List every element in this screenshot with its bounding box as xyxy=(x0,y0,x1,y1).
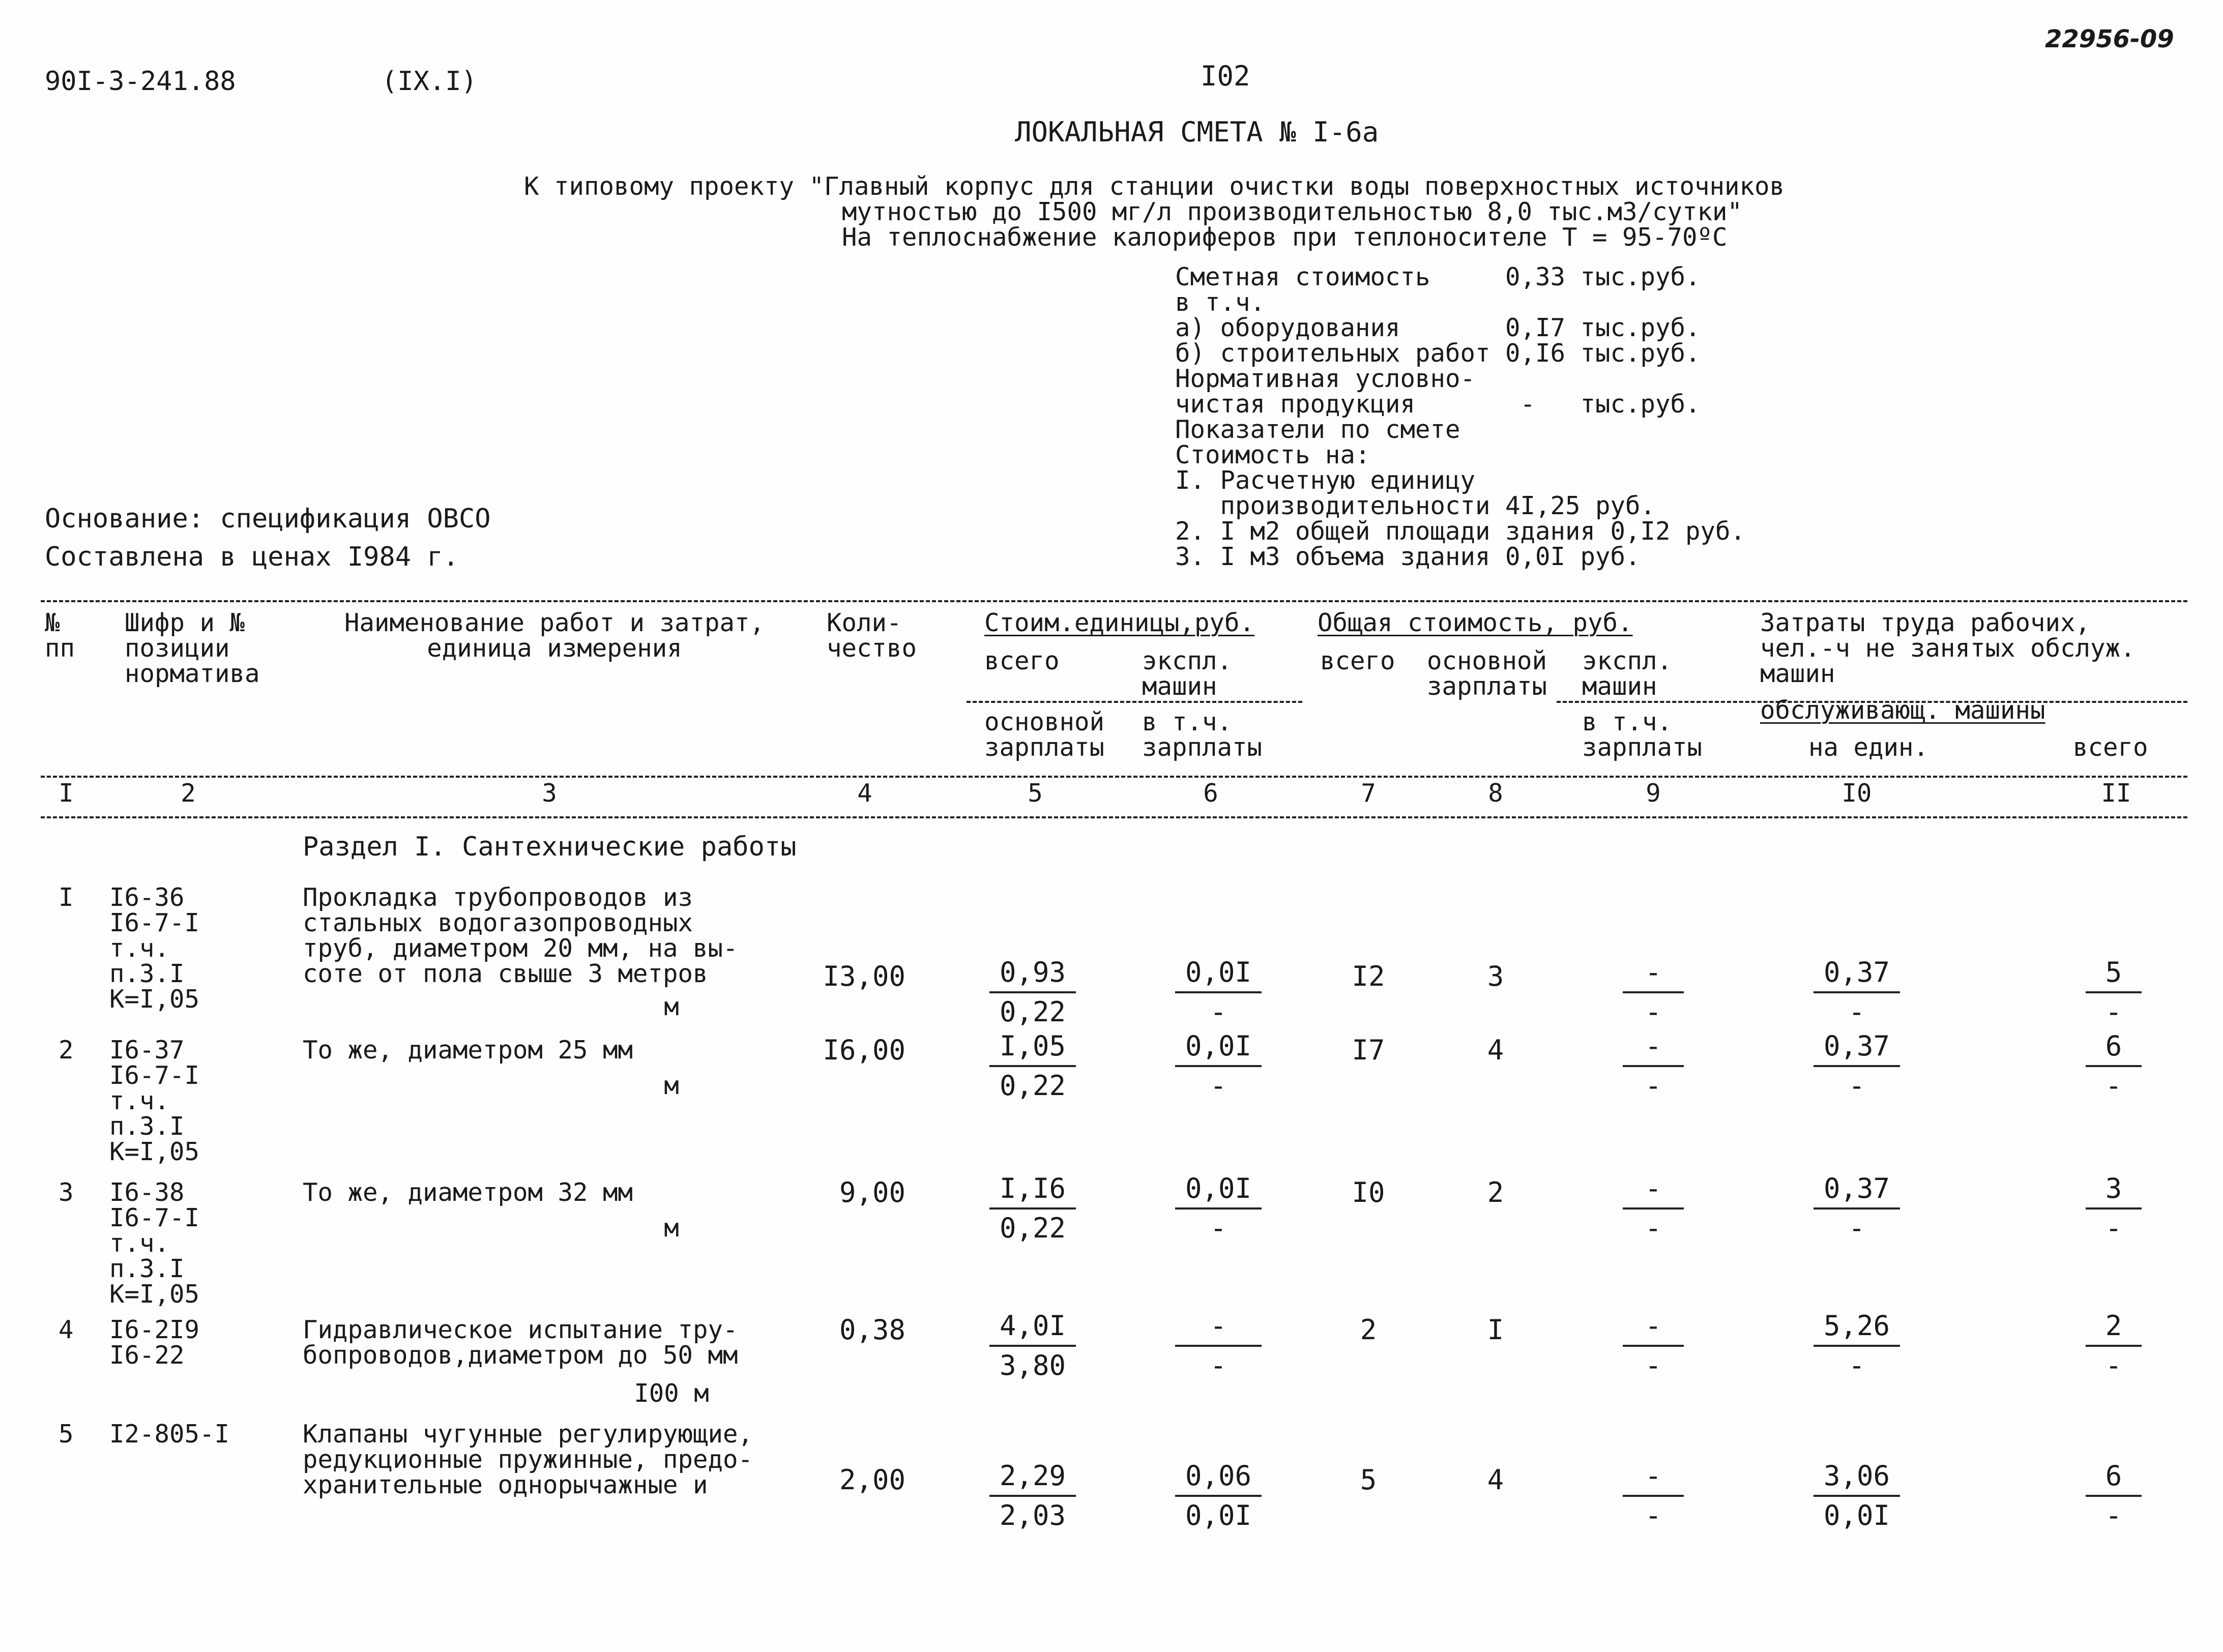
column-number: 4 xyxy=(857,779,872,808)
norm-code: I6-38 I6-7-I т.ч. п.3.I К=I,05 xyxy=(109,1178,200,1309)
price-base-note: Составлена в ценах I984 г. xyxy=(45,542,459,572)
column-number: II xyxy=(2101,779,2131,808)
fraction-cell-c9 xyxy=(1623,1027,1684,1105)
col-header-no: № пп xyxy=(45,608,75,663)
work-name: Гидравлическое испытание тру- бопроводов,диаметром до 50 мм xyxy=(303,1315,738,1370)
fraction-denominator: - xyxy=(1210,1349,1227,1381)
quantity: I3,00 xyxy=(823,960,905,992)
fraction-denominator: - xyxy=(2105,996,2122,1028)
col-header-total-machine-wages: в т.ч. зарплаты xyxy=(1582,707,1703,762)
table-top-rule xyxy=(41,600,2187,602)
fraction-cell-c10 xyxy=(1813,1457,1900,1535)
summary-line: а) оборудования 0,I7 тыс.руб. xyxy=(1175,313,1701,342)
col-header-unit-wages: основной зарплаты xyxy=(984,707,1105,762)
fraction-denominator: - xyxy=(1210,1212,1227,1244)
fraction-numerator: - xyxy=(1175,1307,1262,1347)
fraction-numerator: 5,26 xyxy=(1813,1307,1900,1347)
col-header-labor-service: обслуживающ. машины xyxy=(1760,696,2045,725)
column-number: 7 xyxy=(1361,779,1376,808)
work-name: Клапаны чугунные регулирующие, редукционные пружинные, предо- хранительные однорычажные и xyxy=(303,1420,753,1499)
total-wages: 3 xyxy=(1487,960,1504,992)
fraction-numerator: 0,0I xyxy=(1175,954,1262,993)
column-number-rule xyxy=(41,816,2187,818)
norm-code: I6-36 I6-7-I т.ч. п.3.I К=I,05 xyxy=(109,883,200,1014)
fraction-cell-c5 xyxy=(989,954,1076,1031)
fraction-numerator: 0,37 xyxy=(1813,1027,1900,1067)
column-number: 2 xyxy=(181,779,196,808)
fraction-numerator: 2 xyxy=(2086,1307,2142,1347)
fraction-denominator: - xyxy=(2105,1349,2122,1381)
summary-line: б) строительных работ 0,I6 тыс.руб. xyxy=(1175,339,1701,368)
work-name: То же, диаметром 32 мм xyxy=(303,1178,633,1207)
fraction-denominator: - xyxy=(1848,1349,1865,1381)
fraction-numerator: I,I6 xyxy=(989,1170,1076,1210)
summary-line: Сметная стоимость 0,33 тыс.руб. xyxy=(1175,262,1701,291)
fraction-denominator: - xyxy=(1645,996,1662,1028)
fraction-numerator: - xyxy=(1623,954,1684,993)
fraction-denominator: - xyxy=(1210,996,1227,1028)
col-header-name: Наименование работ и затрат, единица измерения xyxy=(344,608,765,663)
unit-of-measure: м xyxy=(664,992,679,1021)
fraction-numerator: 4,0I xyxy=(989,1307,1076,1347)
fraction-numerator: 0,0I xyxy=(1175,1170,1262,1210)
norm-code: I6-2I9 I6-22 xyxy=(109,1315,200,1370)
fraction-numerator: - xyxy=(1623,1307,1684,1347)
summary-line: 3. I м3 объема здания 0,0I руб. xyxy=(1175,542,1641,571)
summary-line: 2. I м2 общей площади здания 0,I2 руб. xyxy=(1175,517,1746,546)
fraction-cell-c11 xyxy=(2086,1170,2142,1247)
unit-of-measure: I00 м xyxy=(634,1379,709,1408)
col-header-labor-total: всего xyxy=(2073,733,2148,762)
fraction-denominator: - xyxy=(1848,996,1865,1028)
fraction-numerator: 3 xyxy=(2086,1170,2142,1210)
quantity: 2,00 xyxy=(839,1464,905,1496)
fraction-cell-c11 xyxy=(2086,954,2142,1031)
column-number: 3 xyxy=(542,779,557,808)
fraction-denominator: - xyxy=(1645,1070,1662,1102)
total-wages: I xyxy=(1487,1314,1504,1346)
row-number: 4 xyxy=(58,1315,74,1344)
col-header-unit-total: всего xyxy=(984,646,1060,675)
column-number: I xyxy=(58,779,74,808)
unit-of-measure: м xyxy=(664,1071,679,1100)
fraction-numerator: 3,06 xyxy=(1813,1457,1900,1497)
fraction-numerator: - xyxy=(1623,1027,1684,1067)
fraction-cell-c6 xyxy=(1175,1457,1262,1535)
total-cost: I7 xyxy=(1352,1034,1385,1066)
col-header-code: Шифр и № позиции норматива xyxy=(125,608,260,688)
fraction-numerator: 6 xyxy=(2086,1027,2142,1067)
fraction-denominator: - xyxy=(2105,1212,2122,1244)
col-header-total-wages: основной зарплаты xyxy=(1427,646,1547,701)
unit-of-measure: м xyxy=(664,1214,679,1243)
fraction-cell-c10 xyxy=(1813,1170,1900,1247)
fraction-denominator: - xyxy=(2105,1070,2122,1102)
fraction-denominator: 0,22 xyxy=(999,1212,1066,1244)
fraction-denominator: - xyxy=(1645,1499,1662,1531)
fraction-numerator: - xyxy=(1623,1457,1684,1497)
fraction-denominator: 0,0I xyxy=(1823,1499,1890,1531)
row-number: 2 xyxy=(58,1036,74,1065)
basis-note: Основание: спецификация ОВСО xyxy=(45,504,491,534)
fraction-cell-c10 xyxy=(1813,1307,1900,1384)
header-bottom-rule xyxy=(41,776,2187,778)
quantity: I6,00 xyxy=(823,1034,905,1066)
col-header-qty: Коли- чество xyxy=(827,608,917,663)
page-number: I02 xyxy=(1201,60,1250,92)
fraction-cell-c10 xyxy=(1813,954,1900,1031)
fraction-denominator: 0,22 xyxy=(999,1070,1066,1102)
section-reference: (IX.I) xyxy=(382,66,477,97)
col-header-total-all: всего xyxy=(1320,646,1395,675)
fraction-numerator: 2,29 xyxy=(989,1457,1076,1497)
total-cost: 2 xyxy=(1360,1314,1377,1346)
fraction-denominator: - xyxy=(1645,1212,1662,1244)
row-number: 3 xyxy=(58,1178,74,1207)
fraction-cell-c11 xyxy=(2086,1457,2142,1535)
summary-line: производительности 4I,25 руб. xyxy=(1175,491,1656,520)
fraction-cell-c5 xyxy=(989,1170,1076,1247)
fraction-cell-c5 xyxy=(989,1457,1076,1535)
column-number: I0 xyxy=(1841,779,1872,808)
row-number: 5 xyxy=(58,1420,74,1449)
col-header-total-machines: экспл. машин xyxy=(1582,646,1673,701)
document-code-stamp: 22956-09 xyxy=(2045,25,2174,53)
fraction-cell-c5 xyxy=(989,1307,1076,1384)
quantity: 9,00 xyxy=(839,1176,905,1208)
column-number: 6 xyxy=(1203,779,1218,808)
fraction-denominator: 0,0I xyxy=(1185,1499,1252,1531)
fraction-cell-c6 xyxy=(1175,1307,1262,1384)
fraction-cell-c5 xyxy=(989,1027,1076,1105)
fraction-cell-c9 xyxy=(1623,1457,1684,1535)
section-title: Раздел I. Сантехнические работы xyxy=(303,832,797,862)
summary-line: Стоимость на: xyxy=(1175,440,1370,469)
fraction-numerator: 0,37 xyxy=(1813,1170,1900,1210)
fraction-denominator: - xyxy=(1645,1349,1662,1381)
fraction-numerator: 0,06 xyxy=(1175,1457,1262,1497)
total-cost: I2 xyxy=(1352,960,1385,992)
fraction-cell-c9 xyxy=(1623,954,1684,1031)
col-header-total-cost: Общая стоимость, руб. xyxy=(1318,608,1633,637)
col-header-unit-machines: экспл. машин xyxy=(1142,646,1233,701)
fraction-denominator: 2,03 xyxy=(999,1499,1066,1531)
norm-code: I2-805-I xyxy=(109,1420,230,1449)
subtitle-line-2: мутностью до I500 мг/л производительностью 8,0 тыс.м3/сутки" xyxy=(842,197,1743,226)
fraction-numerator: - xyxy=(1623,1170,1684,1210)
col-header-unit-machine-wages: в т.ч. зарплаты xyxy=(1142,707,1263,762)
total-wages: 4 xyxy=(1487,1464,1504,1496)
page-title: ЛОКАЛЬНАЯ СМЕТА № I-6а xyxy=(1015,116,1379,148)
quantity: 0,38 xyxy=(839,1314,905,1346)
subtitle-line-1: К типовому проекту "Главный корпус для станции очистки воды поверхностных источников xyxy=(524,172,1785,201)
fraction-numerator: 0,93 xyxy=(989,954,1076,993)
project-code: 90I-3-241.88 xyxy=(45,66,236,97)
subtitle-line-3: На теплоснабжение калориферов при теплоносителе T = 95-70ºС xyxy=(842,223,1728,252)
fraction-denominator: - xyxy=(2105,1499,2122,1531)
fraction-cell-c11 xyxy=(2086,1027,2142,1105)
total-cost: 5 xyxy=(1360,1464,1377,1496)
fraction-denominator: - xyxy=(1848,1070,1865,1102)
fraction-denominator: 0,22 xyxy=(999,996,1066,1028)
fraction-cell-c6 xyxy=(1175,1170,1262,1247)
fraction-denominator: 3,80 xyxy=(999,1349,1066,1381)
summary-line: в т.ч. xyxy=(1175,288,1266,317)
work-name: Прокладка трубопроводов из стальных водогазопроводных труб, диаметром 20 мм, на вы- соте от пола свыше 3 метров xyxy=(303,883,738,988)
fraction-numerator: 0,0I xyxy=(1175,1027,1262,1067)
fraction-denominator: - xyxy=(1848,1212,1865,1244)
summary-line: Показатели по смете xyxy=(1175,415,1460,444)
fraction-numerator: 0,37 xyxy=(1813,954,1900,993)
total-cost: I0 xyxy=(1352,1176,1385,1208)
fraction-numerator: I,05 xyxy=(989,1027,1076,1067)
fraction-numerator: 6 xyxy=(2086,1457,2142,1497)
total-wages: 4 xyxy=(1487,1034,1504,1066)
fraction-cell-c6 xyxy=(1175,954,1262,1031)
subheader-rule xyxy=(967,701,1302,703)
fraction-cell-c10 xyxy=(1813,1027,1900,1105)
norm-code: I6-37 I6-7-I т.ч. п.3.I К=I,05 xyxy=(109,1036,200,1166)
col-header-labor-per-unit: на един. xyxy=(1808,733,1929,762)
column-number: 9 xyxy=(1646,779,1661,808)
col-header-labor: Затраты труда рабочих, чел.-ч не занятых обслуж. машин xyxy=(1760,608,2136,688)
fraction-cell-c9 xyxy=(1623,1170,1684,1247)
fraction-denominator: - xyxy=(1210,1070,1227,1102)
col-header-unit-cost: Стоим.единицы,руб. xyxy=(984,608,1255,637)
fraction-cell-c9 xyxy=(1623,1307,1684,1384)
column-number: 5 xyxy=(1028,779,1043,808)
total-wages: 2 xyxy=(1487,1176,1504,1208)
fraction-numerator: 5 xyxy=(2086,954,2142,993)
fraction-cell-c11 xyxy=(2086,1307,2142,1384)
row-number: I xyxy=(58,883,74,912)
summary-line: чистая продукция - тыс.руб. xyxy=(1175,390,1701,419)
summary-line: Нормативная условно- xyxy=(1175,364,1476,393)
summary-line: I. Расчетную единицу xyxy=(1175,466,1476,495)
work-name: То же, диаметром 25 мм xyxy=(303,1036,633,1065)
fraction-cell-c6 xyxy=(1175,1027,1262,1105)
column-number: 8 xyxy=(1488,779,1503,808)
